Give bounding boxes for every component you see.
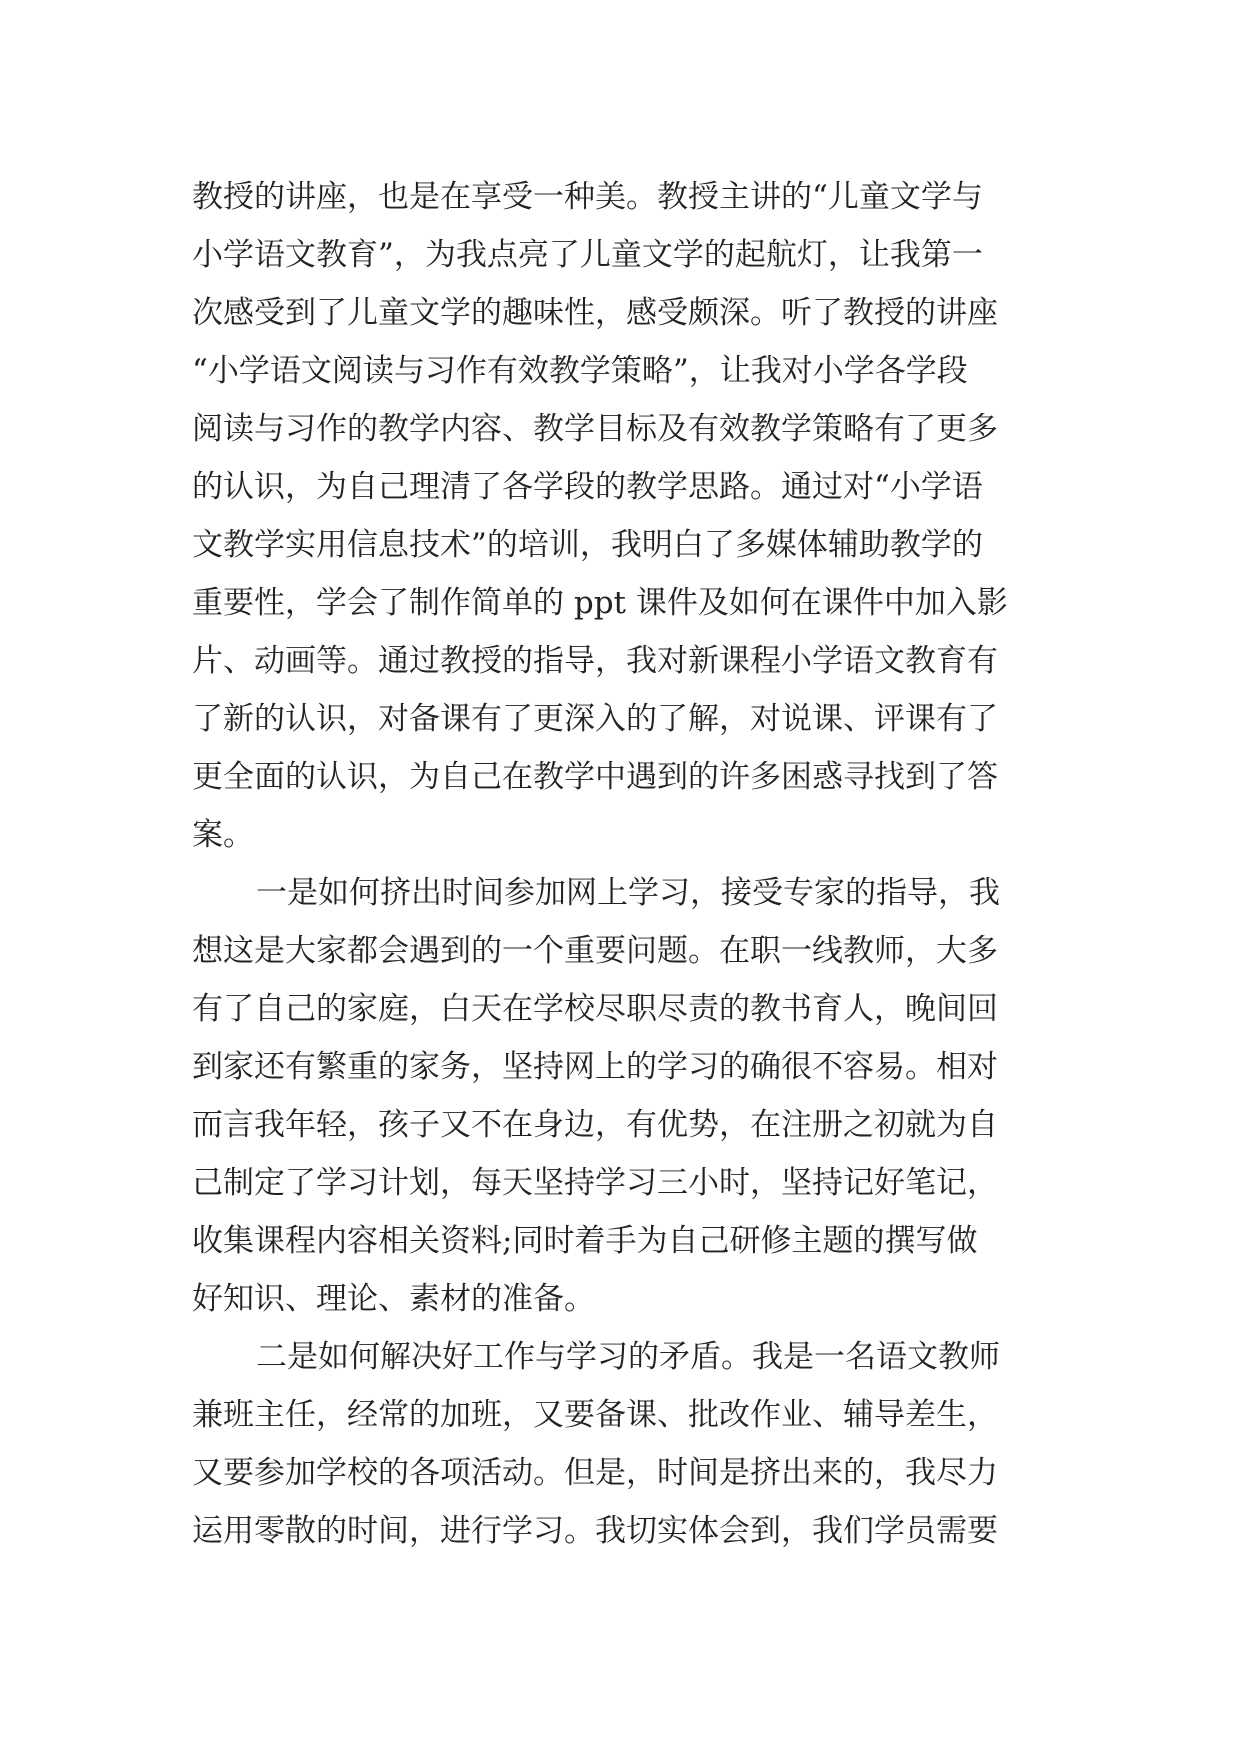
text-line: 想这是大家都会遇到的一个重要问题。在职一线教师，大多	[192, 933, 998, 969]
text-line: 阅读与习作的教学内容、教学目标及有效教学策略有了更多	[192, 411, 998, 447]
text-line: 兼班主任，经常的加班，又要备课、批改作业、辅导差生，	[192, 1397, 998, 1433]
text-line: 收集课程内容相关资料;同时着手为自己研修主题的撰写做	[192, 1223, 978, 1259]
text-line: 而言我年轻，孩子又不在身边，有优势，在注册之初就为自	[192, 1107, 998, 1143]
text-line: 片、动画等。通过教授的指导，我对新课程小学语文教育有	[192, 643, 998, 679]
text-line: 的认识，为自己理清了各学段的教学思路。通过对“小学语	[192, 469, 983, 505]
text-line: 更全面的认识，为自己在教学中遇到的许多困惑寻找到了答	[192, 759, 998, 795]
text-line: 了新的认识，对备课有了更深入的了解，对说课、评课有了	[192, 701, 998, 737]
text-line: 案。	[192, 817, 254, 853]
paragraph-first-line: 一是如何挤出时间参加网上学习，接受专家的指导，我	[256, 875, 1000, 911]
paragraph-first-line: 二是如何解决好工作与学习的矛盾。我是一名语文教师	[256, 1339, 1000, 1375]
text-line: “小学语文阅读与习作有效教学策略”，让我对小学各学段	[192, 353, 968, 389]
text-line: 又要参加学校的各项活动。但是，时间是挤出来的，我尽力	[192, 1455, 998, 1491]
text-line: 好知识、理论、素材的准备。	[192, 1281, 595, 1317]
text-line: 运用零散的时间，进行学习。我切实体会到，我们学员需要	[192, 1513, 998, 1549]
text-line: 次感受到了儿童文学的趣味性，感受颇深。听了教授的讲座	[192, 295, 998, 331]
text-line: 己制定了学习计划，每天坚持学习三小时，坚持记好笔记，	[192, 1165, 998, 1201]
text-line: 小学语文教育”，为我点亮了儿童文学的起航灯，让我第一	[192, 237, 983, 273]
text-line: 重要性，学会了制作简单的 ppt 课件及如何在课件中加入影	[192, 585, 1008, 621]
text-line: 教授的讲座，也是在享受一种美。教授主讲的“儿童文学与	[192, 179, 983, 215]
text-line: 文教学实用信息技术”的培训，我明白了多媒体辅助教学的	[192, 527, 983, 563]
text-line: 有了自己的家庭，白天在学校尽职尽责的教书育人，晚间回	[192, 991, 998, 1027]
text-line: 到家还有繁重的家务，坚持网上的学习的确很不容易。相对	[192, 1049, 998, 1085]
body-text	[192, 168, 1052, 1560]
